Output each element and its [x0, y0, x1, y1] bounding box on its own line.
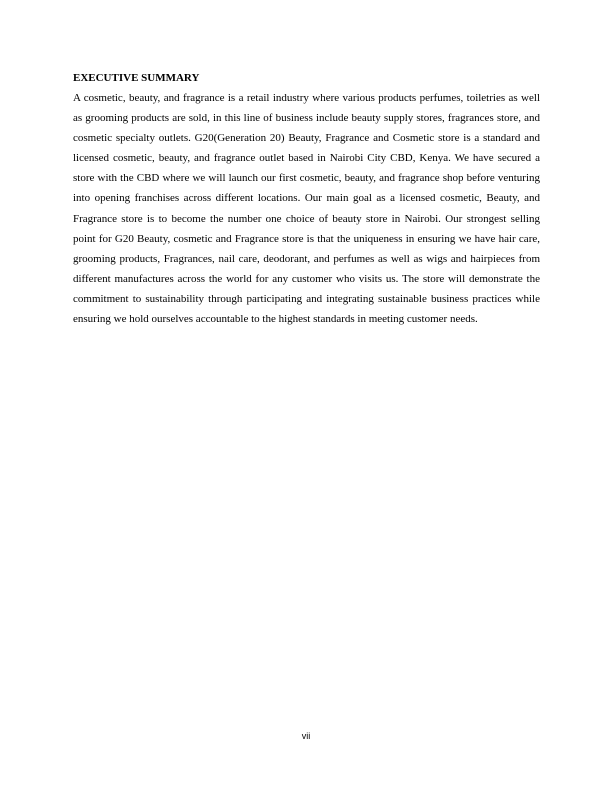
- page-content: [73, 70, 540, 329]
- executive-summary-paragraph: A cosmetic, beauty, and fragrance is a retail industry where various products perfumes, toiletries as well as grooming products are sold, in this line of business include beauty supply stores, fragrances store, and cosmetic specialty outlets. G20(Generation 20) Beauty, Fragrance and Cosmetic store is a standard and licensed cosmetic, beauty, and fragrance outlet based in Nairobi City CBD, Kenya. We have secured a store with the CBD where we will launch our first cosmetic, beauty, and fragrance shop before venturing into opening franchises across different locations. Our main goal as a licensed cosmetic, Beauty, and Fragrance store is to become the number one choice of beauty store in Nairobi. Our strongest selling point for G20 Beauty, cosmetic and Fragrance store is that the uniqueness in ensuring we have hair care, grooming products, Fragrances, nail care, deodorant, and perfumes as well as wigs and hairpieces from different manufactures across the world for any customer who visits us. The store will demonstrate the commitment to sustainability through participating and integrating sustainable business practices while ensuring we hold ourselves accountable to the highest standards in meeting customer needs.: [73, 92, 540, 326]
- section-heading: EXECUTIVE SUMMARY: [73, 72, 200, 84]
- page-number: vii: [301, 731, 311, 741]
